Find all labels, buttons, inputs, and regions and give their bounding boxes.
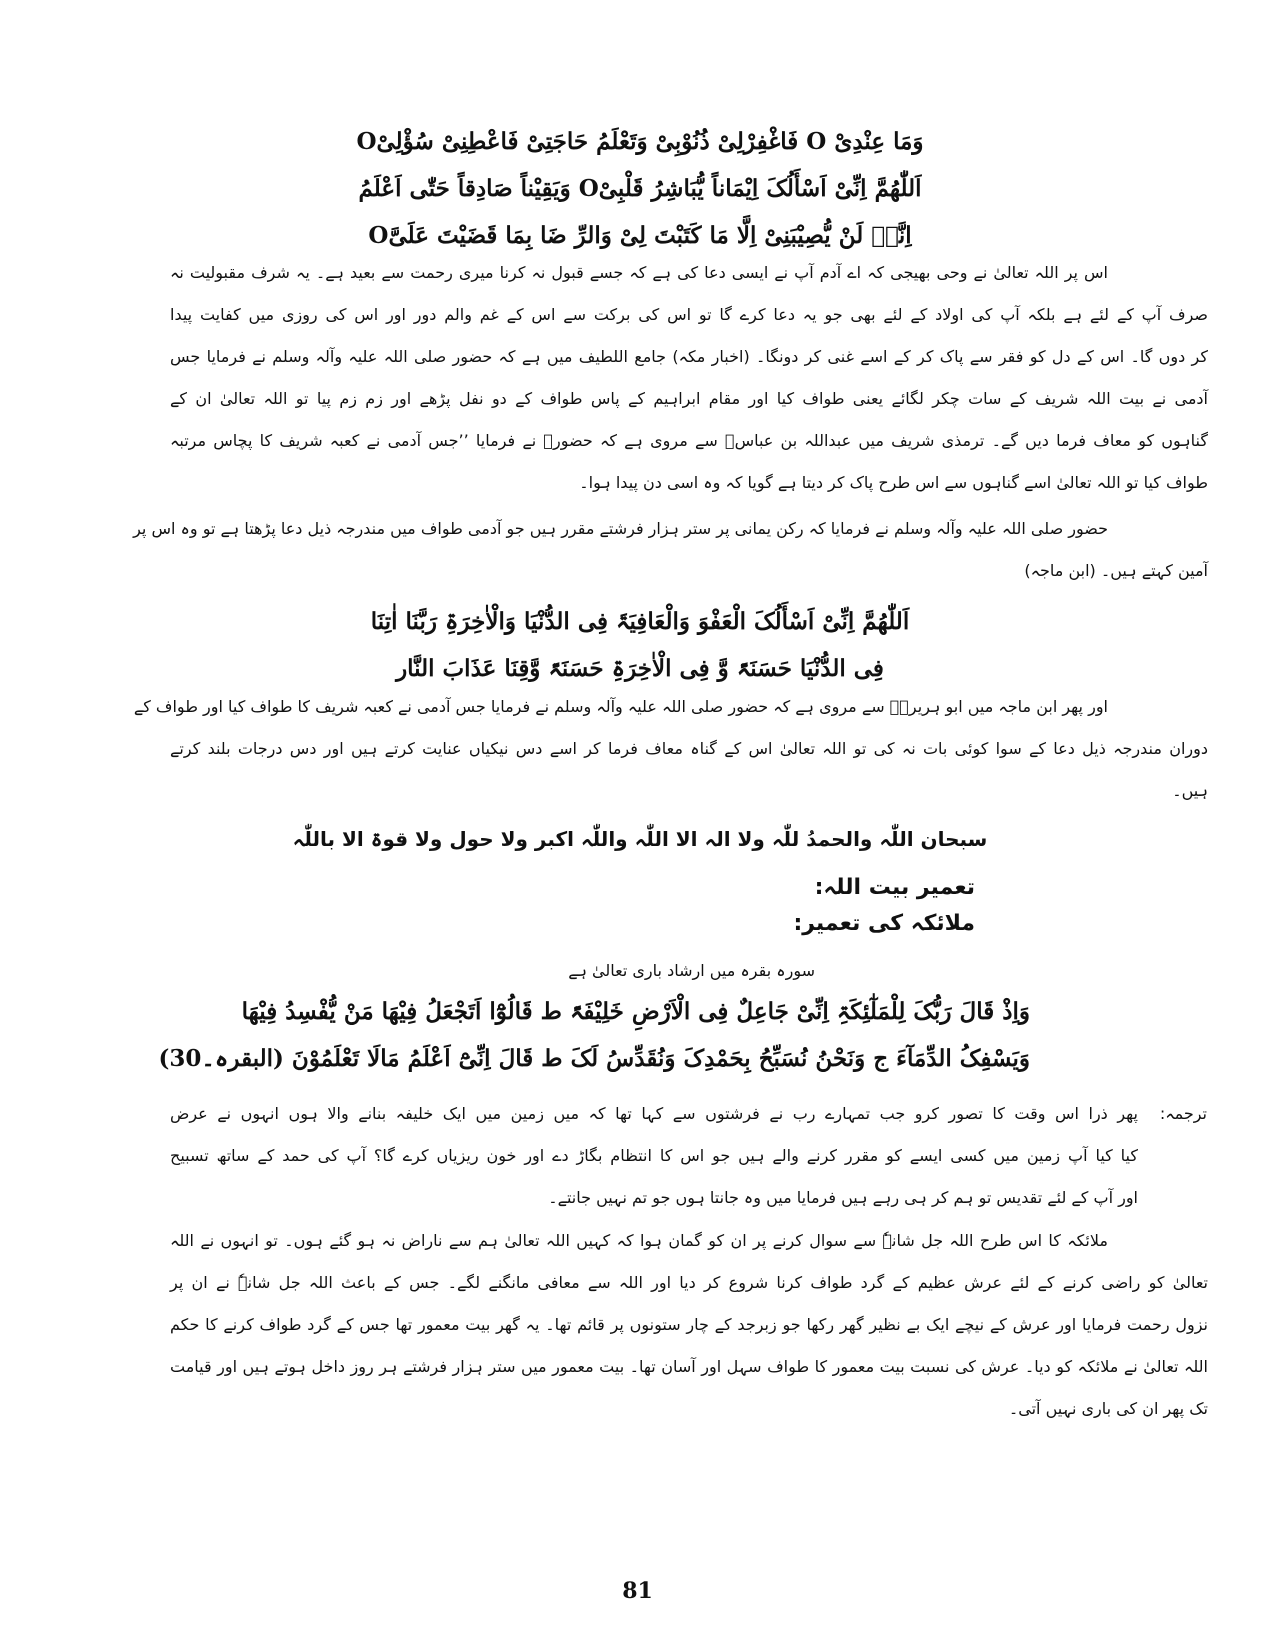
text-line: اس پر اللہ تعالیٰ نے وحی بھیجی کہ اے آدم آپ نے ایسی دعا کی ہے کہ جسے قبول نہ کرنا میری رحمت سے بعید ہے۔ یہ شرف مقبولیت نہ xyxy=(170,263,1108,282)
text-line: اللہ تعالیٰ نے ملائکہ کو دیا۔ عرش کی نسبت بیت معمور کا طواف سہل اور آسان تھا۔ بیت معمور میں ستر ہزار فرشتے ہر روز داخل ہوتے ہیں اور قیامت xyxy=(170,1357,1208,1376)
arabic-line: وَمَا عِنْدِیْ O فَاغْفِرْلِیْ ذُنُوْبِیْ وَتَعْلَمُ حَاجَتِیْ فَاعْطِنِیْ سُؤْلِیْO xyxy=(356,128,924,155)
arabic-line: اَللّٰھُمَّ اِنِّیْ اَسْأَلُکَ اِیْمَاناً یُّبَاشِرُ قَلْبِیْO وَیَقِیْناً صَادِقاً حَتّٰی اَعْلَمُ xyxy=(358,175,922,202)
subsection-heading: ملائکہ کی تعمیر: xyxy=(793,911,975,936)
dua-arabic-1 xyxy=(250,118,1030,259)
text-line: تعالیٰ کو راضی کرنے کے لئے عرش عظیم کے گرد طواف کرنا شروع کر دیا اور اللہ سے معافی مانگنے لگے۔ جس کے باعث اللہ جل شانہٗ نے ان پر xyxy=(170,1273,1208,1292)
text-line: اور پھر ابن ماجہ میں ابو ہریرہؓ سے مروی ہے کہ حضور صلی اللہ علیہ وآلہ وسلم نے فرمایا جس آدمی نے کعبہ شریف کا طواف کیا اور طواف کے xyxy=(133,697,1108,716)
text-line: آدمی نے بیت اللہ شریف کے سات چکر لگائے یعنی طواف کیا اور مقام ابراہیم کے پاس طواف کے دو نفل پڑھے اور زم زم پیا تو اللہ تعالیٰ ان کے xyxy=(170,389,1208,408)
quran-ayah xyxy=(158,988,1030,1082)
arabic-line: اَللّٰھُمَّ اِنِّیْ اَسْأَلُکَ الْعَفْوَ وَالْعَافِیَۃَ فِی الدُّنْیَا وَالْاٰخِرَۃِ رَبَّنَا اٰتِنَا xyxy=(370,608,910,635)
paragraph-ibn-majah xyxy=(133,686,1208,812)
text-line: دوران مندرجہ ذیل دعا کے سوا کوئی بات نہ کی تو اللہ تعالیٰ اس کے گناہ معاف فرما کر اسے دس نیکیاں عنایت کرتے ہیں اور دس درجات بلند کرتے xyxy=(170,739,1208,758)
text-line: نزول رحمت فرمایا اور عرش کے نیچے ایک بے نظیر گھر رکھا جو زبرجد کے چار ستونوں پر قائم تھا۔ یہ گھر بیت معمور تھا جس کے گرد طواف کرنے کا حکم xyxy=(170,1315,1209,1334)
text-line: آمین کہتے ہیں۔ (ابن ماجہ) xyxy=(1024,561,1208,580)
translation-label: ترجمہ: xyxy=(1159,1104,1207,1123)
arabic-line: فِی الدُّنْیَا حَسَنَۃً وَّ فِی الْاٰخِرَۃِ حَسَنَۃً وَّقِنَا عَذَابَ النَّار xyxy=(396,655,884,682)
text-line: ملائکہ کا اس طرح اللہ جل شانہٗ سے سوال کرنے پر ان کو گمان ہوا کہ کہیں اللہ تعالیٰ ہم سے ناراض نہ ہو گئے ہوں۔ تو انہوں نے اللہ xyxy=(170,1231,1108,1250)
arabic-line: وَیَسْفِکُ الدِّمَآءَ ج وَنَحْنُ نُسَبِّحُ بِحَمْدِکَ وَنُقَدِّسُ لَکَ ط قَالَ اِنِّیْٓ اَعْلَمُ مَالَا تَعْلَمُوْنَ (البقرہ۔30) xyxy=(158,1045,1030,1072)
page-number: 81 xyxy=(622,1578,653,1604)
ayah-intro: سورہ بقرہ میں ارشاد باری تعالیٰ ہے xyxy=(568,961,815,980)
dua-arabic-2 xyxy=(250,598,1030,692)
text-line: پھر ذرا اس وقت کا تصور کرو جب تمہارے رب نے فرشتوں سے کہا تھا کہ میں زمین میں ایک خلیفہ بنانے والا ہوں انہوں نے عرض xyxy=(170,1104,1138,1123)
arabic-line: سبحان اللّٰہ والحمدُ للّٰہ ولا الہ الا اللّٰہ واللّٰہ اکبر ولا حول ولا قوۃ الا باللّٰہ xyxy=(292,827,988,851)
translation-text xyxy=(170,1093,1138,1219)
text-line: حضور صلی اللہ علیہ وآلہ وسلم نے فرمایا کہ رکن یمانی پر ستر ہزار فرشتے مقرر ہیں جو آدمی طواف میں مندرجہ ذیل دعا پڑھتا ہے تو وہ اس پر xyxy=(133,519,1108,538)
text-line: کر دوں گا۔ اس کے دل کو فقر سے پاک کر کے اسے غنی کر دونگا۔ (اخبار مکہ) جامع اللطیف میں ہے کہ حضور صلی اللہ علیہ وآلہ وسلم نے فرمایا جس xyxy=(170,347,1208,366)
tasbih-arabic xyxy=(250,816,1030,863)
text-line: تک پھر ان کی باری نہیں آتی۔ xyxy=(1008,1399,1208,1418)
text-line: طواف کیا تو اللہ تعالیٰ اسے گناہوں سے اس طرح پاک کر دیتا ہے گویا کہ وہ اسی دن پیدا ہوا۔ xyxy=(579,473,1208,492)
paragraph-rukn-yamani xyxy=(133,508,1208,592)
text-line: کیا کیا آپ زمین میں کسی ایسے کو مقرر کرنے والے ہیں جو اس کا انتظام بگاڑ دے اور خون ریزیاں کرے گا؟ آپ کی حمد کے ساتھ تسبیح xyxy=(170,1146,1139,1165)
paragraph-acceptance xyxy=(170,252,1208,504)
text-line: صرف آپ کے لئے ہے بلکہ آپ کی اولاد کے لئے بھی جو یہ دعا کرے گا تو اس کی برکت سے اس کے غم والم دور اور اس کی روزی میں کفایت پیدا xyxy=(170,305,1208,324)
section-heading: تعمیر بیت اللہ: xyxy=(814,875,975,900)
arabic-line: وَاِذْ قَالَ رَبُّکَ لِلْمَلٰٓئِکَۃِ اِنِّیْ جَاعِلٌ فِی الْاَرْضِ خَلِیْفَۃً ط قَالُوْٓا اَتَجْعَلُ فِیْھَا مَنْ یُّفْسِدُ فِیْھَا xyxy=(241,998,1030,1025)
text-line: اور آپ کے لئے تقدیس تو ہم کر ہی رہے ہیں فرمایا میں وہ جانتا ہوں جو تم نہیں جانتے۔ xyxy=(548,1188,1138,1207)
text-line: گناہوں کو معاف فرما دیں گے۔ ترمذی شریف میں عبداللہ بن عباسؓ سے مروی ہے کہ حضورؐ نے فرمایا ’’جس آدمی نے کعبہ شریف کا پچاس مرتبہ xyxy=(170,431,1208,450)
paragraph-bait-mamur xyxy=(170,1220,1208,1430)
arabic-line: اِنَّہٗ لَنْ یُّصِیْبَنِیْ اِلَّا مَا کَتَبْتَ لِیْ وَالرِّ ضَا بِمَا قَضَیْتَ عَلَیَّO xyxy=(368,222,912,249)
text-line: ہیں۔ xyxy=(1172,781,1208,800)
